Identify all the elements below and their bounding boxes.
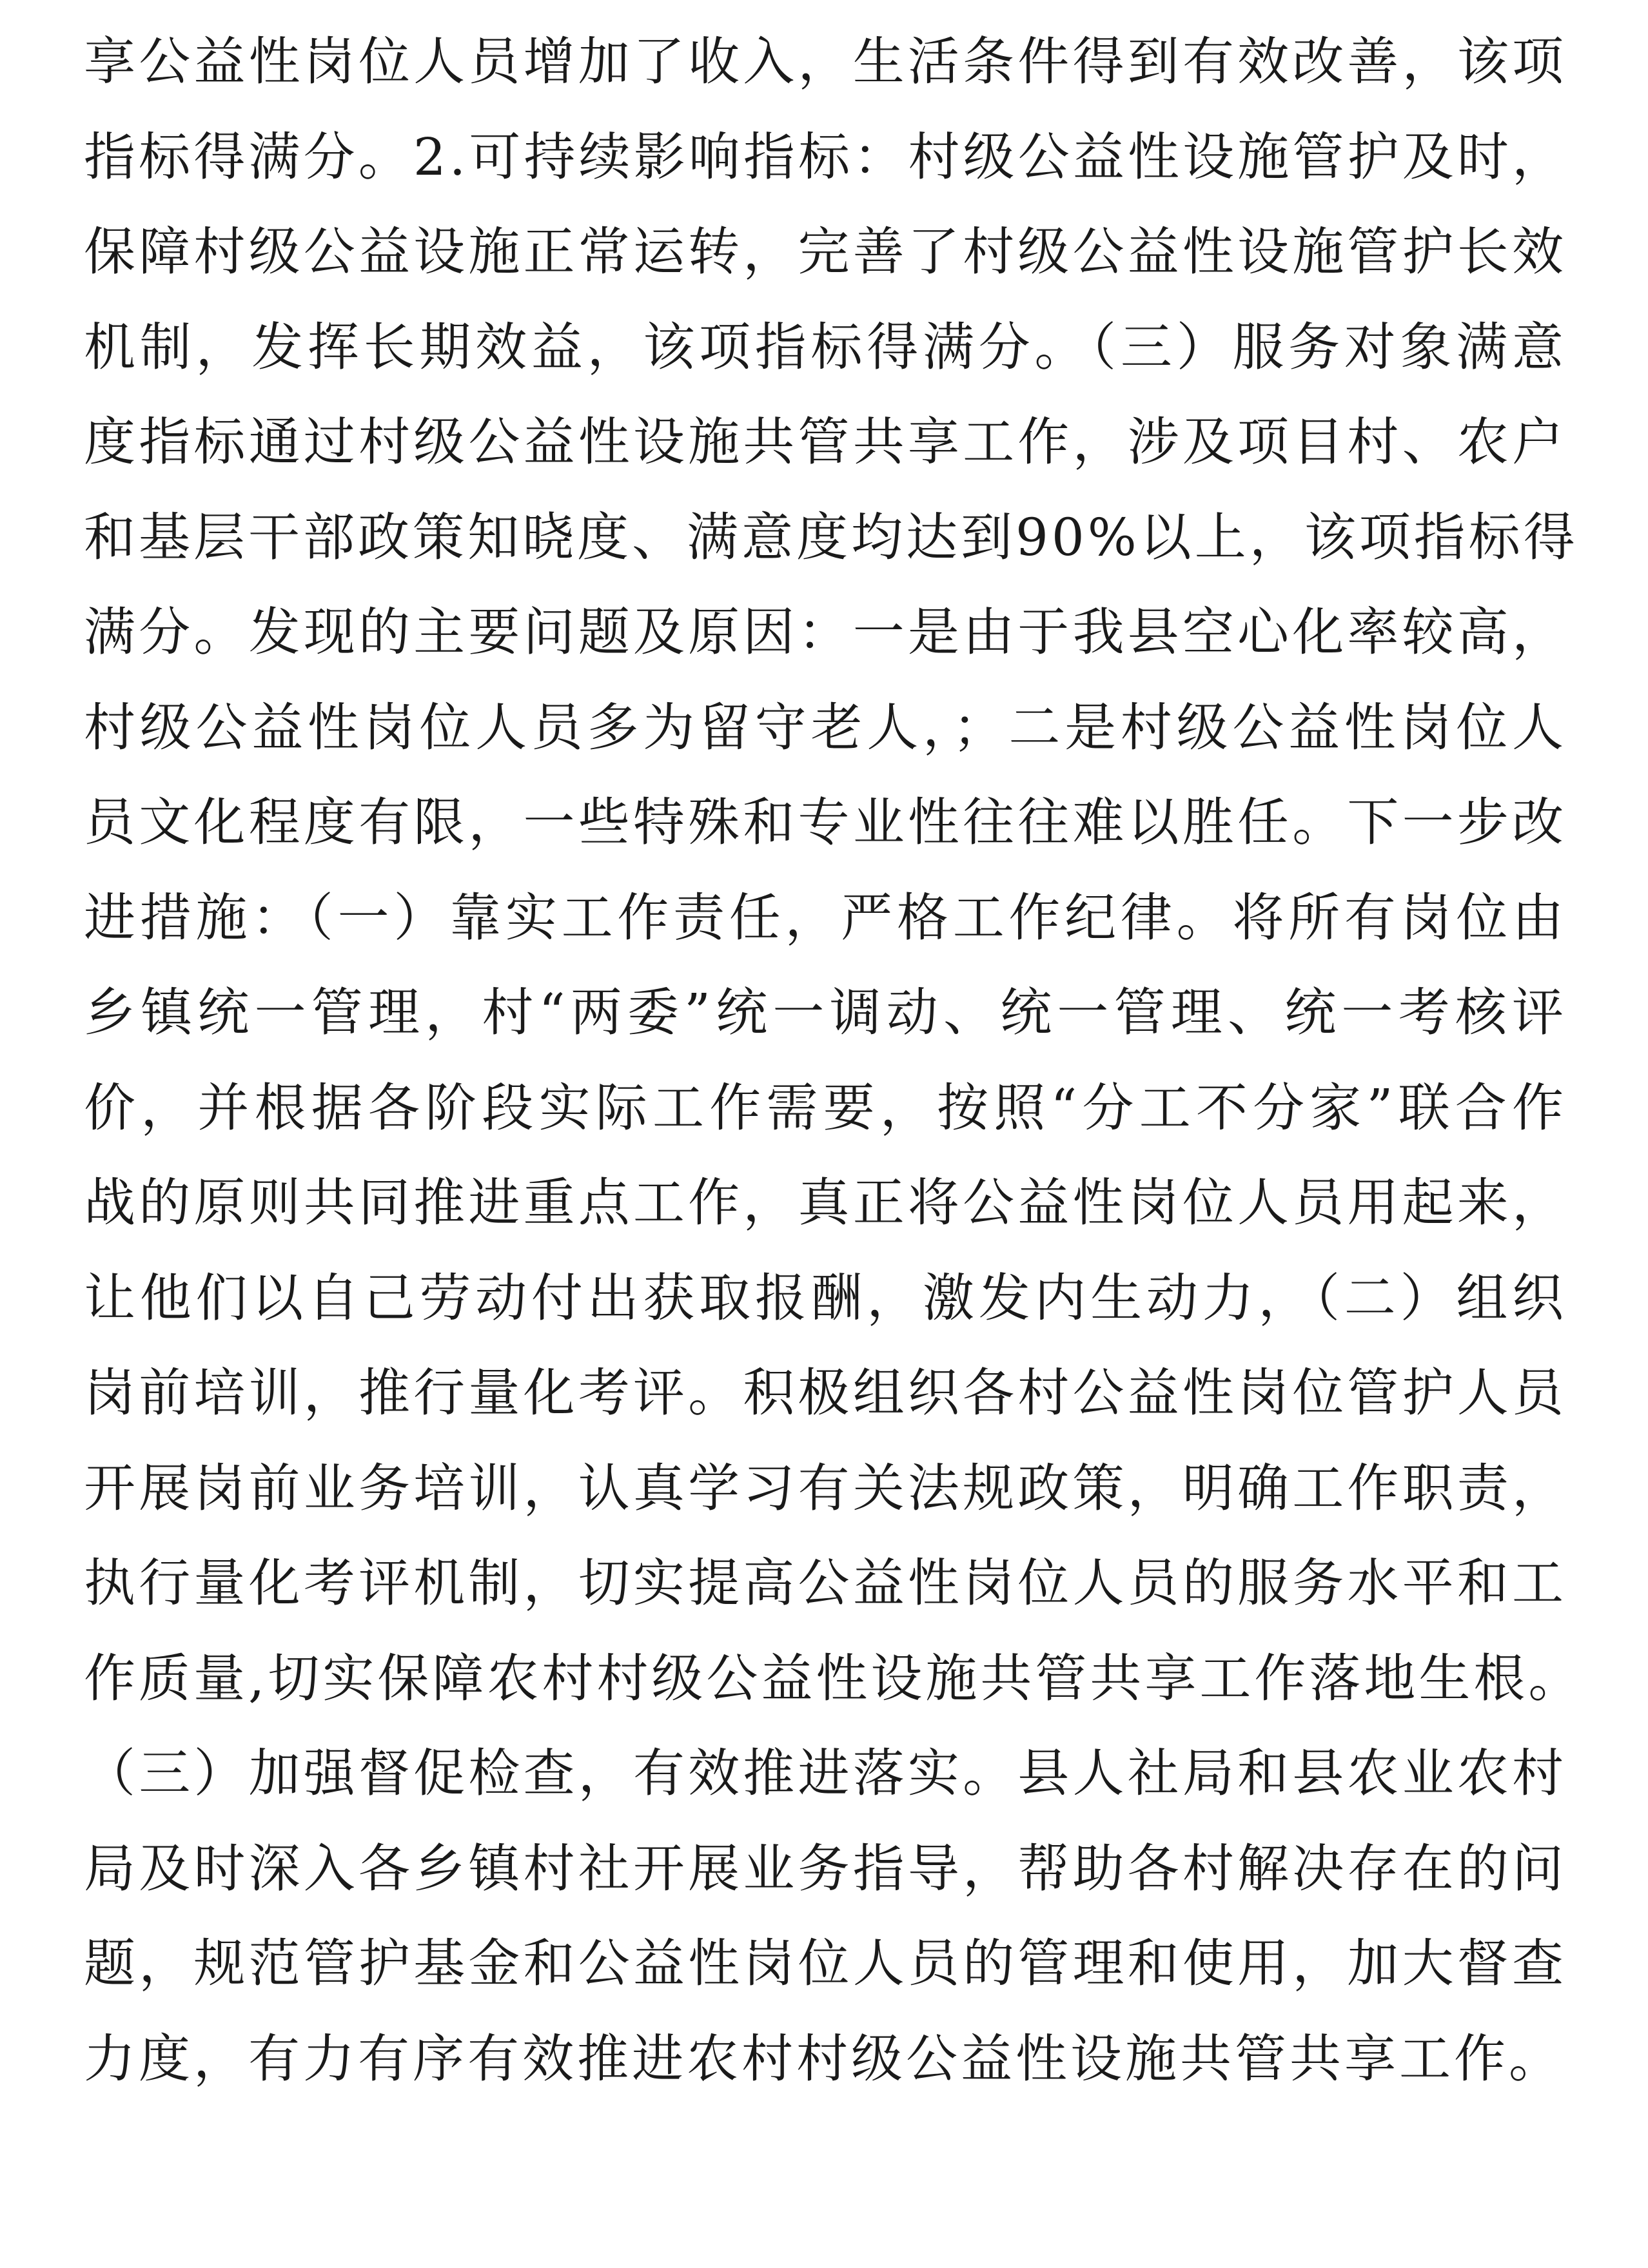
text-line: 价，并根据各阶段实际工作需要，按照“分工不分家”联合作	[84, 1077, 1567, 1138]
text-line: 开展岗前业务培训，认真学习有关法规政策，明确工作职责，	[84, 1458, 1567, 1518]
text-line: 局及时深入各乡镇村社开展业务指导，帮助各村解决存在的问	[84, 1838, 1567, 1899]
text-line: 让他们以自己劳动付出获取报酬，激发内生动力，（二）组织	[84, 1267, 1567, 1328]
text-line: 享公益性岗位人员增加了收入，生活条件得到有效改善，该项	[84, 32, 1567, 92]
text-line: 村级公益性岗位人员多为留守老人，；二是村级公益性岗位人	[84, 697, 1567, 758]
text-line: 题，规范管护基金和公益性岗位人员的管理和使用，加大督查	[84, 1933, 1567, 1993]
text-line: 员文化程度有限，一些特殊和专业性往往难以胜任。下一步改	[84, 792, 1567, 852]
text-line: 机制，发挥长期效益，该项指标得满分。（三）服务对象满意	[84, 317, 1567, 377]
text-line: 进措施：（一）靠实工作责任，严格工作纪律。将所有岗位由	[84, 887, 1567, 948]
text-line: 乡镇统一管理，村“两委”统一调动、统一管理、统一考核评	[84, 982, 1567, 1042]
text-line: 力度，有力有序有效推进农村村级公益性设施共管共享工作。	[84, 2028, 1564, 2089]
text-line: 满分。发现的主要问题及原因：一是由于我县空心化率较高，	[84, 602, 1567, 662]
text-line: 岗前培训，推行量化考评。积极组织各村公益性岗位管护人员	[84, 1363, 1567, 1423]
text-line: 度指标通过村级公益性设施共管共享工作，涉及项目村、农户	[84, 412, 1567, 472]
text-line: 指标得满分。2.可持续影响指标：村级公益性设施管护及时，	[84, 126, 1567, 187]
text-line: 执行量化考评机制，切实提高公益性岗位人员的服务水平和工	[84, 1553, 1567, 1613]
text-line: 战的原则共同推进重点工作，真正将公益性岗位人员用起来，	[84, 1173, 1567, 1233]
text-line: 作质量,切实保障农村村级公益性设施共管共享工作落地生根。	[84, 1648, 1584, 1708]
text-line: 和基层干部政策知晓度、满意度均达到90%以上，该项指标得	[84, 507, 1578, 567]
body-text	[84, 14, 1584, 2106]
text-line: 保障村级公益设施正常运转，完善了村级公益性设施管护长效	[84, 222, 1567, 282]
text-line: （三）加强督促检查，有效推进落实。县人社局和县农业农村	[84, 1743, 1567, 1803]
